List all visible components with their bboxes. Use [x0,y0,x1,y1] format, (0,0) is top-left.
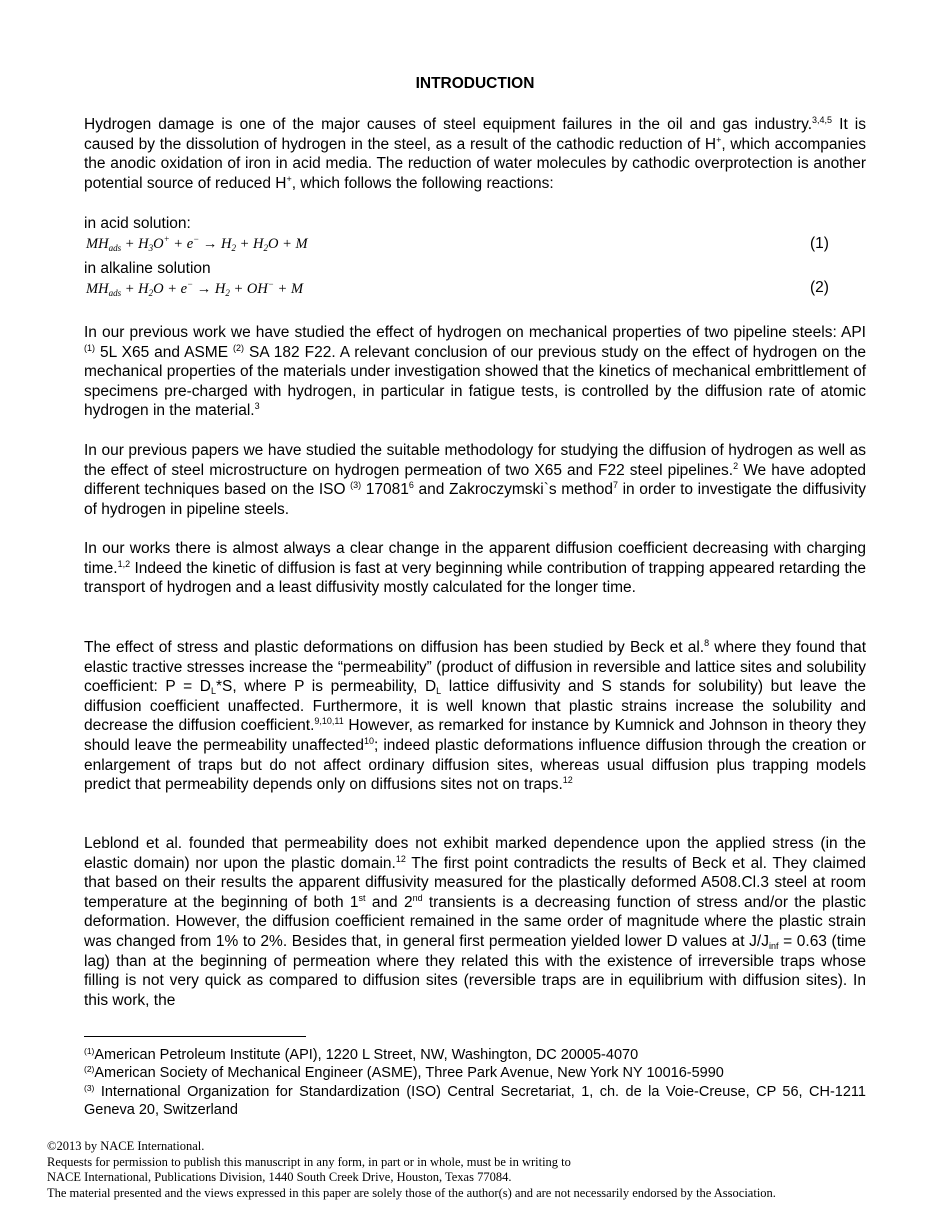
footnotes [84,1046,866,1120]
citation: 6 [408,480,414,491]
disclaimer-line: The material presented and the views expressed in this paper are solely those of the author(s) and are not necessarily endorsed by the Association. [47,1185,776,1200]
paragraph-1 [84,115,866,193]
footnote-1: $^{(1)}$American Petroleum Institute (API), 1220 L Street, NW, Washington, DC 20005-4070 [84,1046,639,1063]
footnote-ref: (2) [233,342,245,353]
citation: 3,4,5 [812,115,833,125]
footnote-divider [84,1036,306,1037]
ordinal-suffix: nd [412,892,423,903]
subscript: L [436,686,442,697]
equation-2-number: (2) [810,279,829,296]
paragraph-4: In our works there is almost always a clear change in the apparent diffusion coefficient decreasing with charging time.$^{1,2}$ Indeed the kinetic of diffusion is fast at very beginning while contribution of trapping appeared retarding the transport of hydrogen and a least diffusivity mostly calculated for the longer time. [84,540,866,597]
superscript: + [716,134,722,145]
footnote-2: $^{(2)}$American Society of Mechanical Engineer (ASME), Three Park Avenue, New York NY 10016-5990 [84,1064,724,1082]
address-line: NACE International, Publications Division, 1440 South Creek Drive, Houston, Texas 77084. [47,1170,512,1184]
paragraph-6: Leblond et al. founded that permeability does not exhibit marked dependence upon the applied stress (in the elastic domain) nor upon the plastic domain.$^{12}$ The first point contradicts the results of Beck et al. They claimed that based on their results the apparent diffusivity measured for the plastically deformed A508.Cl.3 steel at room temperature at the beginning of both 1st and 2nd transients is a decreasing function of stress and/or the plastic deformation. However, the diffusion coefficient remained in the same order of magnitude where the plastic strain was changed from 1% to 2%. Besides that, in general first permeation yielded lower D values at $J/J_{inf} = 0.63$ (time lag) than at the beginning of permeation where they related this with the existence of irreversible traps whose filling is not very quick as compared to diffusion sites (reversible traps are in equilibrium with diffusion sites). In this work, the [84,835,866,1009]
citation: 7 [612,480,618,491]
equation-1-number: (1) [810,235,829,252]
text: It is caused by the dissolution of hydrogen in the steel, as a result of the cathodic reduction of H [84,116,867,153]
section-heading: INTRODUCTION [415,75,535,92]
citation: 10 [363,735,374,746]
ordinal-suffix: st [358,892,366,903]
footnote-ref: (1) [84,342,95,353]
permission-line: Requests for permission to publish this manuscript in any form, in part or in whole, must be in writing to [47,1154,571,1169]
citation: 8 [704,638,710,648]
equation-2-label: in alkaline solution [84,260,211,277]
paragraph-2: In our previous work we have studied the effect of hydrogen on mechanical properties of two pipeline steels: API $^{(1)}$ 5L X65 and ASME $^{(2)}$ SA 182 F22. A relevant conclusion of our previous study on the effect of hydrogen on the mechanical properties of the materials under investigation showed that the kinetics of mechanical embrittlement of specimens pre-charged with hydrogen, in particular in fatigue tests, is controlled by the diffusion rate of atomic hydrogen in the material.$^3$ [84,324,866,420]
citation: 12 [562,775,573,786]
citation: 12 [395,853,406,864]
subscript: inf [768,940,779,951]
superscript: + [286,173,292,184]
citation: 2 [733,460,739,471]
equation-1: $MH_{ads} + H_3O^+ + e^- \to H_2 + H_2O + M$ [86,234,308,253]
paragraph-3: In our previous papers we have studied the suitable methodology for studying the diffusion of hydrogen as well as the effect of steel microstructure on hydrogen permeation of two X65 and F22 steel pipelines.$^2$ We have adopted different techniques based on the ISO $^{(3)}$ 17081$^6$ and Zakroczymski`s method$^7$ in order to investigate the diffusivity of hydrogen in pipeline steels. [84,442,866,518]
footnote-3: $^{(3)}$ International Organization for Standardization (ISO) Central Secretariat, 1, ch. de la Voie-Creuse, CP 56, CH-1211 Geneva 20, Switzerland [84,1082,866,1119]
equation-1-label: in acid solution: [84,215,191,232]
citation: 3 [254,401,260,412]
citation: 9,10,11 [314,716,344,727]
text: , which follows the following reactions: [291,174,554,192]
copyright-notice [47,1139,907,1201]
paragraph-5: The effect of stress and plastic deformations on diffusion has been studied by Beck et al.$^8$ where they found that elastic tractive stresses increase the “permeability” (product of diffusion in reversible and lattice sites and solubility coefficient: $P = D_L*S$, where P is permeability, $D_L$ lattice diffusivity and S stands for solubility) but leave the diffusion coefficient unaffected. Furthermore, it is well known that plastic strains increase the solubility and decrease the diffusion coefficient.$^{9,10,11}$ However, as remarked for instance by Kumnick and Johnson in theory they should leave the permeability unaffected$^{10}$; indeed plastic deformations influence diffusion through the creation or enlargement of traps but do not affect ordinary diffusion sites, whereas usual diffusion plus trapping models predict that permeability depends only on diffusions sites not on traps.$^{12}$ [84,638,867,794]
text: Hydrogen damage is one of the major causes of steel equipment failures in the oil and gas industry. [84,116,813,133]
copyright-line: ©2013 by NACE International. [47,1139,205,1153]
text: , which accompanies the anodic oxidation of iron in acid media. The reduction of water molecules by cathodic overprotection is another potential source of reduced H [84,135,866,192]
footnote-ref: (3) [350,480,362,491]
subscript: L [210,686,216,697]
citation: 1,2 [117,558,131,569]
equation-2: $MH_{ads} + H_2O + e^- \to H_2 + OH^- + M$ [86,279,304,298]
